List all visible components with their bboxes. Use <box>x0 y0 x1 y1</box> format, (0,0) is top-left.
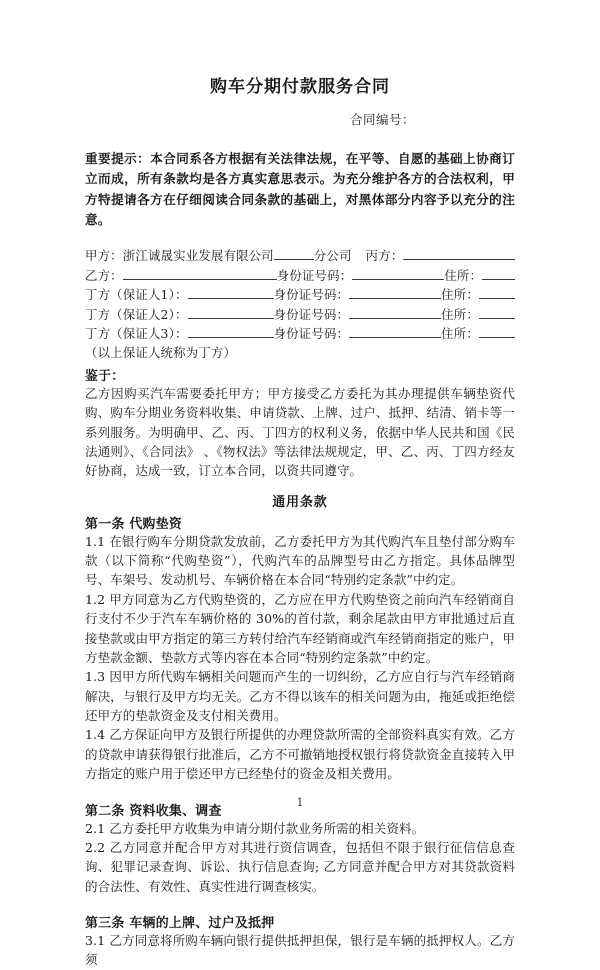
page-number: 1 <box>296 796 304 809</box>
clause-2-1: 2.1 乙方委托甲方收集为申请分期付款业务所需的相关资料。 <box>85 820 425 836</box>
whereas-heading: 鉴于： <box>85 368 125 384</box>
clause-2-2: 2.2 乙方同意并配合甲方对其进行资信调查，包括但不限于银行征信信息查询、犯罪记录查询、诉讼、执行信息查询; 乙方同意并配合甲方对其贷款资料的合法性、有效性、真实性进行调查核实。 <box>85 839 515 894</box>
guarantor-1-address-label: 住所： <box>441 287 479 303</box>
party-a-branch-input[interactable] <box>274 247 314 261</box>
guarantor-2-address-label: 住所： <box>441 306 479 322</box>
guarantor-3-input[interactable] <box>188 325 274 339</box>
clause-3-1: 3.1 乙方同意将所购车辆向银行提供抵押担保，银行是车辆的抵押权人。乙方须 <box>85 933 515 968</box>
guarantor-2-row <box>85 305 515 324</box>
guarantor-1-id-input[interactable] <box>349 286 441 300</box>
important-notice-label: 重要提示： <box>85 151 151 166</box>
guarantor-1-label: 丁方（保证人1）： <box>85 287 188 303</box>
guarantor-2-id-input[interactable] <box>349 305 441 319</box>
guarantor-3-label: 丁方（保证人3）： <box>85 326 188 342</box>
guarantor-1-id-label: 身份证号码： <box>273 287 350 303</box>
party-a-value: 浙江诚晟实业发展有限公司 <box>122 248 274 264</box>
general-terms-heading: 通用条款 <box>272 494 328 510</box>
important-notice-text: 本合同系各方根据有关法律法规，在平等、自愿的基础上协商订立而成，所有条款均是各方真实意思表示。为充分维护各方的合法权利，甲方特提请各方在仔细阅读合同条款的基础上，对黑体部分内容予以充分的注意。 <box>85 151 515 228</box>
guarantor-2-address-input[interactable] <box>479 305 515 319</box>
party-b-input[interactable] <box>123 266 277 280</box>
clause-1-1: 1.1 在银行购车分期贷款发放前，乙方委托甲方为其代购汽车且垫付部分购车款（以下简称“代购垫资”），代购汽车的品牌型号由乙方指定。具体品牌型号、车架号、发动机号、车辆价格在本合同“特别约定条款”中约定。 <box>85 533 515 588</box>
article-2-heading: 第二条 资料收集、调查 <box>85 803 222 819</box>
important-notice <box>85 149 515 231</box>
guarantor-1-address-input[interactable] <box>479 286 515 300</box>
article-3-heading: 第三条 车辆的上牌、过户及抵押 <box>85 916 275 932</box>
guarantor-3-address-input[interactable] <box>479 325 515 339</box>
document-body <box>85 0 515 970</box>
guarantor-3-id-input[interactable] <box>349 325 441 339</box>
party-a-label: 甲方： <box>85 248 123 264</box>
party-b-address-input[interactable] <box>482 266 515 280</box>
party-b-id-label: 身份证号码： <box>276 267 353 283</box>
party-b-id-input[interactable] <box>352 266 444 280</box>
guarantor-1-input[interactable] <box>188 286 274 300</box>
guarantor-1-row <box>85 286 515 305</box>
guarantor-3-address-label: 住所： <box>441 326 479 342</box>
clause-1-2: 1.2 甲方同意为乙方代购垫资的，乙方应在甲方代购垫资之前向汽车经销商自行支付不少于汽车车辆价格的 30%的首付款，剩余尾款由甲方审批通过后直接垫款或由甲方指定的第三方转付给汽车经销商或汽车经销商指定的账户，甲方垫款金额、垫款方式等内容在本合同“特别约定条款”中约定。 <box>85 591 515 665</box>
whereas-text: 乙方因购买汽车需要委托甲方；甲方接受乙方委托为其办理提供车辆垫资代购、购车分期业务资料收集、申请贷款、上牌、过户、抵押、结清、销卡等一系列服务。为明确甲、乙、丙、丁四方的权利义务，依据中华人民共和国《民法通则》、《合同法》 、《物权法》等法律法规规定，甲、乙、丙、丁四方经友好协商，达成一致，订立本合同，以资共同遵守。 <box>85 385 515 479</box>
party-a-suffix: 分公司 <box>313 248 352 264</box>
party-c-input[interactable] <box>403 247 515 261</box>
guarantor-2-id-label: 身份证号码： <box>273 306 350 322</box>
guarantor-2-label: 丁方（保证人2）： <box>85 306 188 322</box>
party-b-label: 乙方： <box>85 267 123 283</box>
party-b-address-label: 住所： <box>444 267 483 283</box>
guarantor-note: （以上保证人统称为丁方） <box>85 344 237 360</box>
parties-block <box>85 247 515 363</box>
contract-number-label: 合同编号： <box>350 112 416 127</box>
guarantor-3-id-label: 身份证号码： <box>273 326 350 342</box>
clause-1-4: 1.4 乙方保证向甲方及银行所提供的办理贷款所需的全部资料真实有效。乙方的贷款申请获得银行批准后，乙方不可撤销地授权银行将贷款资金直接转入甲方指定的账户用于偿还甲方已经垫付的资金及相关费用。 <box>85 727 515 782</box>
guarantor-3-row <box>85 325 515 344</box>
guarantor-2-input[interactable] <box>188 305 274 319</box>
party-c-label: 丙方： <box>365 248 404 264</box>
party-a-row <box>85 247 515 266</box>
article-1-heading: 第一条 代购垫资 <box>85 516 183 532</box>
clause-1-3: 1.3 因甲方所代购车辆相关问题而产生的一切纠纷，乙方应自行与汽车经销商解决，与银行及甲方均无关。乙方不得以该车的相关问题为由，拖延或拒绝偿还甲方的垫款资金及支付相关费用。 <box>85 669 515 724</box>
party-b-row <box>85 266 515 285</box>
page-title: 购车分期付款服务合同 <box>210 77 390 97</box>
